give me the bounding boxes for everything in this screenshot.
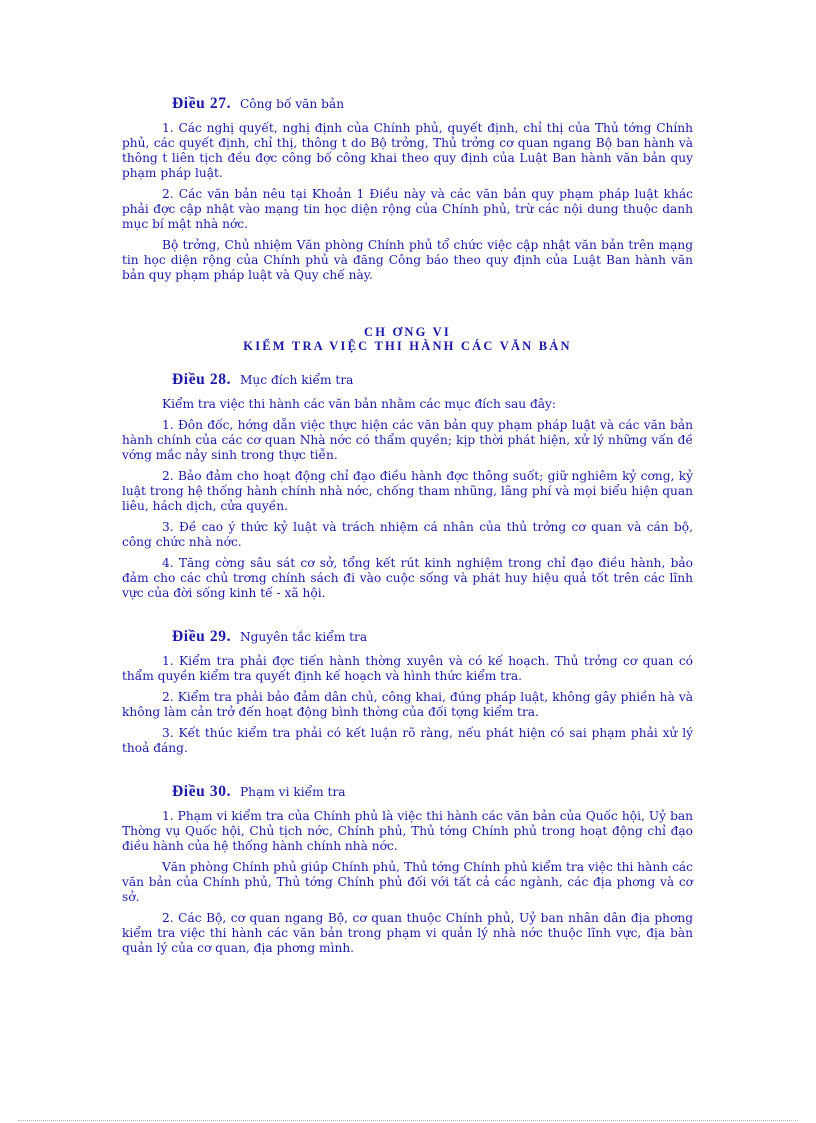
- paragraph: 1. Phạm vi kiểm tra của Chính phủ là việc thi hành các văn bản của Quốc hội, Uỷ ban Thờng vụ Quốc hội, Chủ tịch nớc, Chính phủ, Thủ tớng Chính phủ trong hoạt động chỉ đạo điều hành của hệ thống hành chính nhà nớc.: [122, 809, 693, 853]
- article-title: Phạm vi kiểm tra: [239, 785, 346, 799]
- article-number: Điều 28.: [172, 371, 232, 388]
- paragraph: 2. Kiểm tra phải bảo đảm dân chủ, công khai, đúng pháp luật, không gây phiền hà và không làm cản trở đến hoạt động bình thờng của đối tợng kiểm tra.: [122, 690, 693, 719]
- paragraph: Văn phòng Chính phủ giúp Chính phủ, Thủ tớng Chính phủ kiểm tra việc thi hành các văn bản của Chính phủ, Thủ tớng Chính phủ đối với tất cả các ngành, các địa phơng và cơ sở.: [122, 860, 693, 904]
- paragraph: 1. Các nghị quyết, nghị định của Chính phủ, quyết định, chỉ thị của Thủ tớng Chính phủ, các quyết định, chỉ thị, thông t do Bộ trởng, Thủ trởng cơ quan ngang Bộ ban hành và thông t liên tịch đều đợc công bố công khai theo quy định của Luật Ban hành văn bản quy phạm pháp luật.: [122, 121, 693, 180]
- article-30: [122, 784, 693, 956]
- article-29: [122, 629, 693, 756]
- paragraph: 2. Bảo đảm cho hoạt động chỉ đạo điều hành đợc thông suốt; giữ nghiêm kỷ cơng, kỷ luật trong hệ thống hành chính nhà nớc, chống tham nhũng, lãng phí và mọi biểu hiện quan liêu, hách dịch, cửa quyền.: [122, 469, 693, 513]
- paragraph: 3. Đề cao ý thức kỷ luật và trách nhiệm cá nhân của thủ trởng cơ quan và cán bộ, công chức nhà nớc.: [122, 520, 693, 549]
- paragraph: Bộ trởng, Chủ nhiệm Văn phòng Chính phủ tổ chức việc cập nhật văn bản trên mạng tin học diện rộng của Chính phủ và đăng Công báo theo quy định của Luật Ban hành văn bản quy phạm pháp luật và Quy chế này.: [122, 238, 693, 282]
- article-27: [122, 96, 693, 283]
- article-heading: [122, 629, 693, 645]
- chapter-heading: [122, 325, 693, 353]
- paragraph: 3. Kết thúc kiểm tra phải có kết luận rõ ràng, nếu phát hiện có sai phạm phải xử lý thoả đáng.: [122, 726, 693, 755]
- article-number: Điều 29.: [172, 628, 232, 645]
- paragraph: 1. Kiểm tra phải đợc tiến hành thờng xuyên và có kế hoạch. Thủ trởng cơ quan có thẩm quyền kiểm tra quyết định kế hoạch và hình thức kiểm tra.: [122, 654, 693, 683]
- page-bottom-divider: [18, 1120, 798, 1121]
- article-title: Nguyên tắc kiểm tra: [239, 630, 368, 644]
- article-28: [122, 372, 693, 601]
- article-heading: [122, 372, 693, 388]
- article-number: Điều 30.: [172, 783, 232, 800]
- chapter-label: CH ƠNG VI: [364, 325, 451, 339]
- article-heading: [122, 96, 693, 112]
- paragraph: 2. Các Bộ, cơ quan ngang Bộ, cơ quan thuộc Chính phủ, Uỷ ban nhân dân địa phơng kiểm tra việc thi hành các văn bản trong phạm vi quản lý nhà nớc thuộc lĩnh vực, địa bàn quản lý của cơ quan, địa phơng mình.: [122, 911, 693, 955]
- document-page: [122, 96, 693, 962]
- chapter-title: KIỂM TRA VIỆC THI HÀNH CÁC VĂN BẢN: [243, 339, 572, 353]
- article-title: Công bố văn bản: [239, 97, 345, 111]
- paragraph: 1. Đôn đốc, hớng dẫn việc thực hiện các văn bản quy phạm pháp luật và các văn bản hành chính của các cơ quan Nhà nớc có thẩm quyền; kịp thời phát hiện, xử lý những vấn đề vớng mắc nảy sinh trong thực tiễn.: [122, 418, 693, 462]
- paragraph: Kiểm tra việc thi hành các văn bản nhằm các mục đích sau đây:: [162, 397, 556, 411]
- paragraph: 4. Tăng cờng sâu sát cơ sở, tổng kết rút kinh nghiệm trong chỉ đạo điều hành, bảo đảm cho các chủ trơng chính sách đi vào cuộc sống và phát huy hiệu quả tốt trên các lĩnh vực của đời sống kinh tế - xã hội.: [122, 556, 693, 600]
- article-heading: [122, 784, 693, 800]
- paragraph: 2. Các văn bản nêu tại Khoản 1 Điều này và các văn bản quy phạm pháp luật khác phải đợc cập nhật vào mạng tin học diện rộng của Chính phủ, trừ các nội dung thuộc danh mục bí mật nhà nớc.: [122, 187, 693, 231]
- article-title: Mục đích kiểm tra: [239, 373, 354, 387]
- article-number: Điều 27.: [172, 95, 232, 112]
